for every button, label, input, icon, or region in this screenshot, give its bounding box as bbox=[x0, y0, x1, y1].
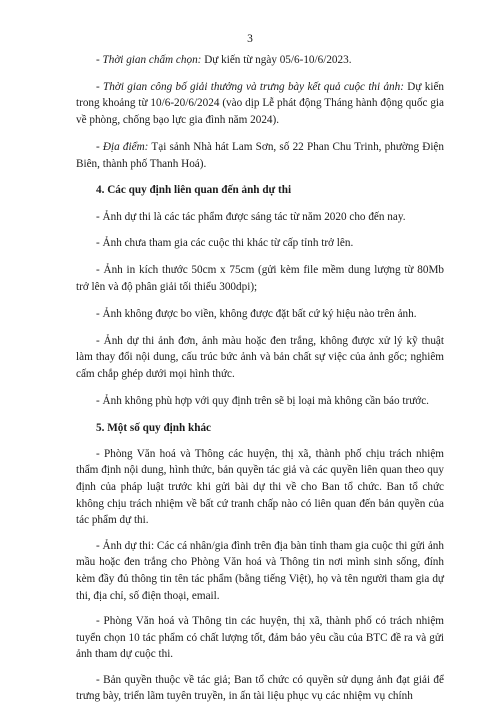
italic-lead: - Thời gian công bố giải thưởng và trưng bày kết quả cuộc thi ảnh: bbox=[96, 80, 404, 93]
italic-lead: - Thời gian chấm chọn: bbox=[96, 54, 202, 66]
italic-lead: - Địa điểm: bbox=[96, 140, 149, 153]
section-heading-photo-rules: 4. Các quy định liên quan đến ảnh dự thi bbox=[96, 184, 292, 197]
paragraph-rule-2: - Ảnh chưa tham gia các cuộc thi khác từ cấp tỉnh trở lên. bbox=[96, 237, 354, 250]
paragraph-rule-6: - Ảnh không phù hợp với quy định trên sẽ bị loại mà không cần báo trước. bbox=[96, 394, 429, 407]
paragraph-other-3: - Phòng Văn hoá và Thông tin các huyện, thị xã, thành phố có trách nhiệm tuyển chọn 10 tác phẩm có chất lượng tốt, đảm bảo yêu cầu của BTC đề ra và gửi ảnh tham dự cuộc thi. bbox=[76, 615, 444, 661]
page-number: 3 bbox=[247, 33, 253, 45]
paragraph-location bbox=[76, 139, 444, 172]
section-heading-other-rules: 5. Một số quy định khác bbox=[96, 421, 212, 434]
paragraph-rule-4: - Ảnh không được bo viền, không được đặt bất cứ ký hiệu nào trên ảnh. bbox=[96, 307, 417, 320]
document-body bbox=[76, 52, 444, 714]
paragraph-other-2: - Ảnh dự thi: Các cá nhân/gia đình trên địa bàn tỉnh tham gia cuộc thi gửi ảnh mầu hoặc đen trắng cho Phòng Văn hoá và Thông tin nơi mình sinh sống, đính kèm đầy đủ thông tin tên tác phẩm (bằng tiếng Việt), họ và tên người tham gia dự thi, địa chỉ, số điện thoại, email. bbox=[76, 539, 444, 602]
paragraph-judging-time bbox=[76, 52, 444, 69]
paragraph-rule-3: - Ảnh in kích thước 50cm x 75cm (gửi kèm file mềm dung lượng từ 80Mb trở lên và độ phân giải tối thiểu 300dpi); bbox=[76, 264, 444, 293]
paragraph-text: Dự kiến trong khoảng từ 10/6-20/6/2024 (vào dịp Lễ phát động Tháng hành động quốc gia về phòng, chống bạo lực gia đình năm 2024). bbox=[76, 80, 445, 127]
paragraph-other-4: - Bản quyền thuộc về tác giả; Ban tổ chức có quyền sử dụng ảnh đạt giải để trưng bày, triển lãm tuyên truyền, in ấn tài liệu phục vụ các nhiệm vụ chính bbox=[76, 673, 444, 703]
paragraph-rule-5: - Ảnh dự thi ảnh đơn, ảnh màu hoặc đen trắng, không được xử lý kỹ thuật làm thay đổi nội dung, cấu trúc bức ảnh và bản chất sự việc của ảnh gốc; nghiêm cấm chắp ghép dưới mọi hình thức. bbox=[76, 334, 444, 380]
paragraph-text: Dự kiến từ ngày 05/6-10/6/2023. bbox=[201, 54, 352, 66]
paragraph-announcement-time bbox=[76, 79, 444, 129]
paragraph-other-1: - Phòng Văn hoá và Thông các huyện, thị xã, thành phố chịu trách nhiệm thẩm định nội dung, hình thức, bản quyền tác giả và các quyền liên quan theo quy định của pháp luật trước khi gửi bài dự thi về cho Ban tổ chức. Ban tổ chức không chịu trách nhiệm về bất cứ tranh chấp nào có liên quan đến bản quyền của tác phẩm dự thi. bbox=[76, 447, 444, 527]
paragraph-rule-1: - Ảnh dự thi là các tác phẩm được sáng tác từ năm 2020 cho đến nay. bbox=[96, 210, 406, 223]
paragraph-text: Tại sảnh Nhà hát Lam Sơn, số 22 Phan Chu Trinh, phường Điện Biên, thành phố Thanh Hoá). bbox=[76, 140, 444, 170]
